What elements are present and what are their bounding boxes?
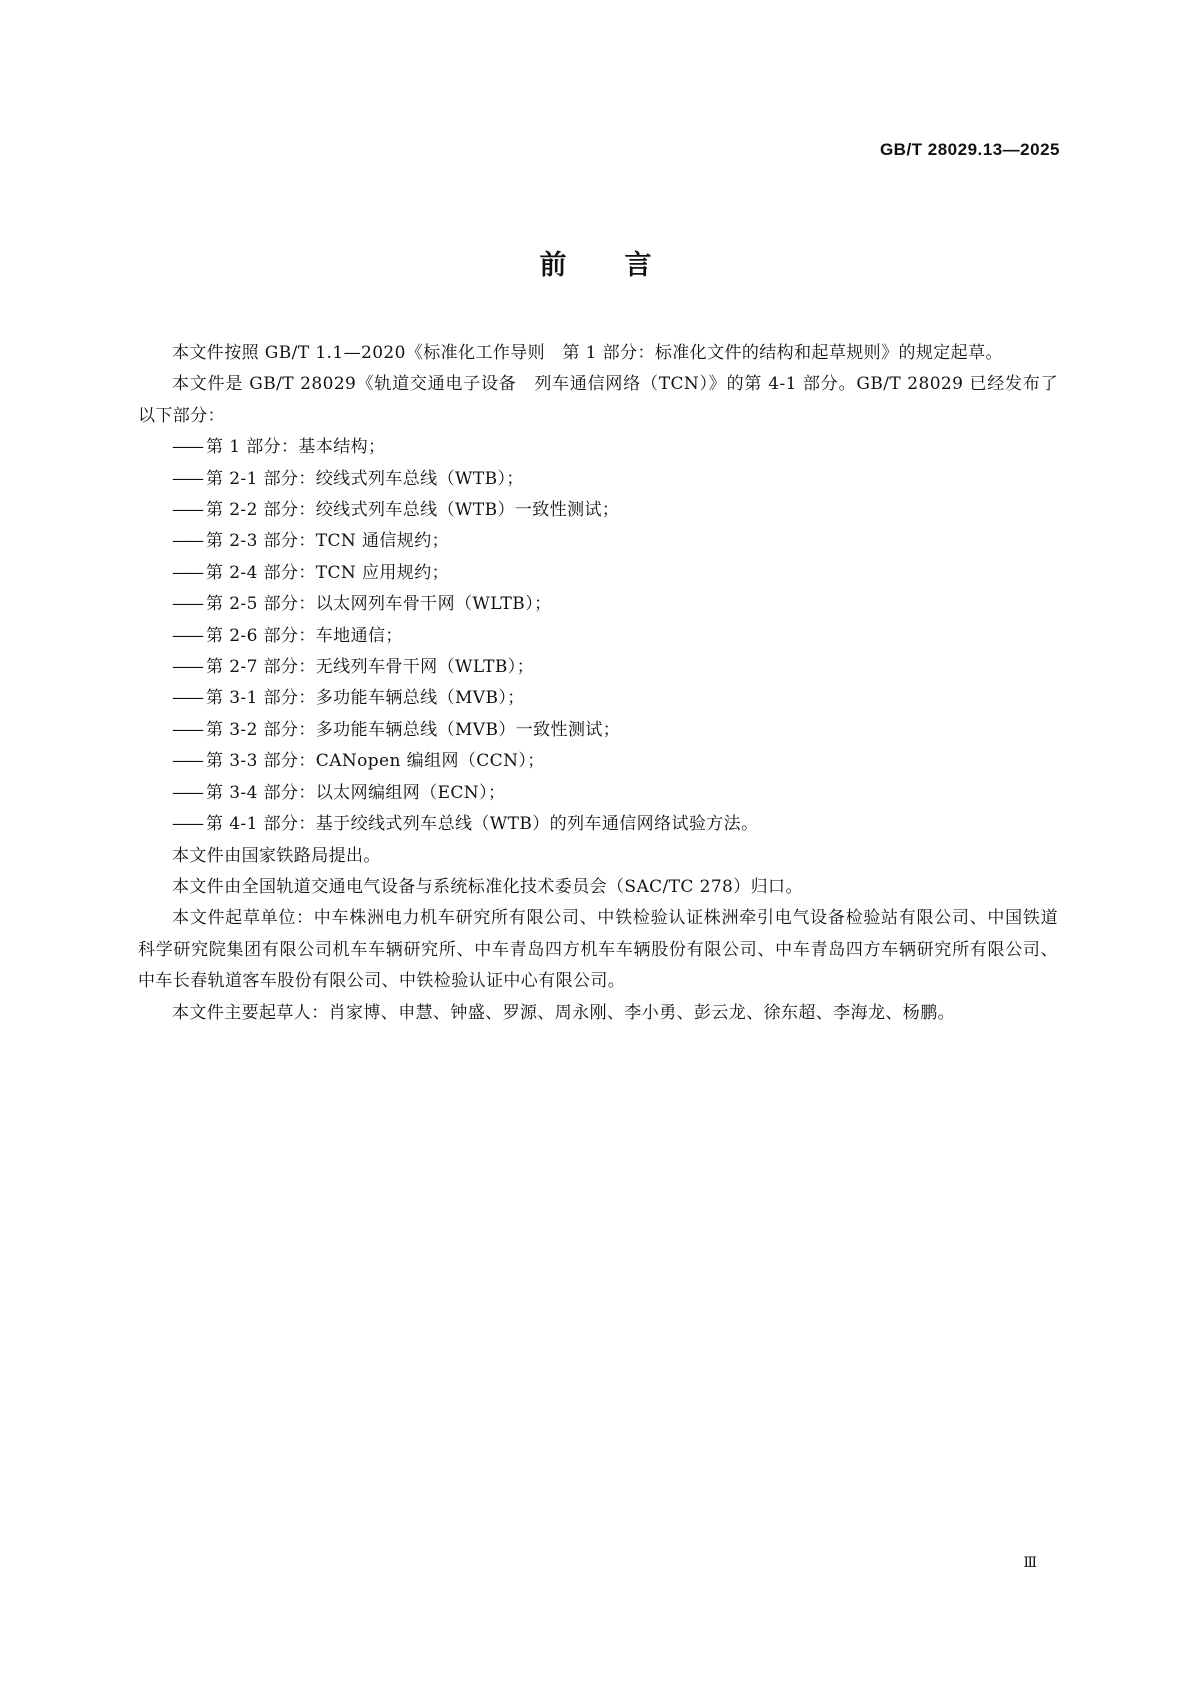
list-item-text: 第 3-2 部分：多功能车辆总线（MVB）一致性测试； [206, 719, 621, 740]
dash-marker: —— [172, 531, 202, 552]
list-item-text: 第 3-4 部分：以太网编组网（ECN）； [206, 782, 506, 803]
list-item [138, 683, 1058, 714]
dash-marker: —— [172, 500, 202, 521]
list-item [138, 558, 1058, 589]
list-item [138, 652, 1058, 683]
list-item [138, 621, 1058, 652]
list-item-text: 第 2-5 部分：以太网列车骨干网（WLTB）； [206, 594, 552, 615]
list-item-text: 第 2-1 部分：绞线式列车总线（WTB）； [206, 468, 524, 489]
list-item-text: 第 2-6 部分：车地通信； [206, 625, 403, 646]
dash-marker: —— [172, 782, 202, 803]
dash-marker: —— [172, 625, 202, 646]
list-item [138, 715, 1058, 746]
dash-marker: —— [172, 751, 202, 772]
dash-marker: —— [172, 437, 202, 458]
dash-marker: —— [172, 814, 202, 835]
paragraph-drafters: 本文件主要起草人：肖家博、申慧、钟盛、罗源、周永刚、李小勇、彭云龙、徐东超、李海龙、杨鹏。 [172, 1002, 955, 1023]
dash-marker: —— [172, 719, 202, 740]
dash-marker: —— [172, 657, 202, 678]
list-item [138, 464, 1058, 495]
dash-marker: —— [172, 594, 202, 615]
list-item-text: 第 2-4 部分：TCN 应用规约； [206, 562, 450, 583]
page-title: 前言 [539, 250, 710, 281]
dash-marker: —— [172, 562, 202, 583]
paragraph-proposer: 本文件由国家铁路局提出。 [172, 845, 381, 866]
document-code: GB/T 28029.13—2025 [879, 140, 1060, 159]
list-item-text: 第 2-7 部分：无线列车骨干网（WLTB）； [206, 657, 535, 678]
parts-list [138, 432, 1058, 840]
dash-marker: —— [172, 688, 202, 709]
list-item-text: 第 1 部分：基本结构； [206, 437, 386, 458]
paragraph-drafting-rules: 本文件按照 GB/T 1.1—2020《标准化工作导则 第 1 部分：标准化文件的结构和起草规则》的规定起草。 [172, 343, 1003, 363]
paragraph-series-parts: 本文件是 GB/T 28029《轨道交通电子设备 列车通信网络（TCN）》的第 4-1 部分。GB/T 28029 已经发布了以下部分： [138, 374, 1058, 426]
list-item-text: 第 2-3 部分：TCN 通信规约； [206, 531, 450, 552]
list-item [138, 809, 1058, 840]
list-item-text: 第 3-1 部分：多功能车辆总线（MVB）； [206, 688, 525, 709]
paragraph-drafting-units: 本文件起草单位：中车株洲电力机车研究所有限公司、中铁检验认证株洲牵引电气设备检验站有限公司、中国铁道科学研究院集团有限公司机车车辆研究所、中车青岛四方机车车辆股份有限公司、中车青岛四方车辆研究所有限公司、中车长春轨道客车股份有限公司、中铁检验认证中心有限公司。 [138, 908, 1058, 992]
foreword-body [138, 338, 1058, 1029]
list-item-text: 第 3-3 部分：CANopen 编组网（CCN）； [206, 751, 545, 772]
page-number: Ⅲ [1023, 1555, 1036, 1571]
list-item-text: 第 4-1 部分：基于绞线式列车总线（WTB）的列车通信网络试验方法。 [206, 814, 759, 835]
list-item [138, 746, 1058, 777]
paragraph-committee: 本文件由全国轨道交通电气设备与系统标准化技术委员会（SAC/TC 278）归口。 [172, 876, 803, 897]
list-item [138, 589, 1058, 620]
list-item [138, 778, 1058, 809]
list-item [138, 526, 1058, 557]
list-item-text: 第 2-2 部分：绞线式列车总线（WTB）一致性测试； [206, 500, 620, 521]
list-item [138, 432, 1058, 463]
list-item [138, 495, 1058, 526]
dash-marker: —— [172, 468, 202, 489]
